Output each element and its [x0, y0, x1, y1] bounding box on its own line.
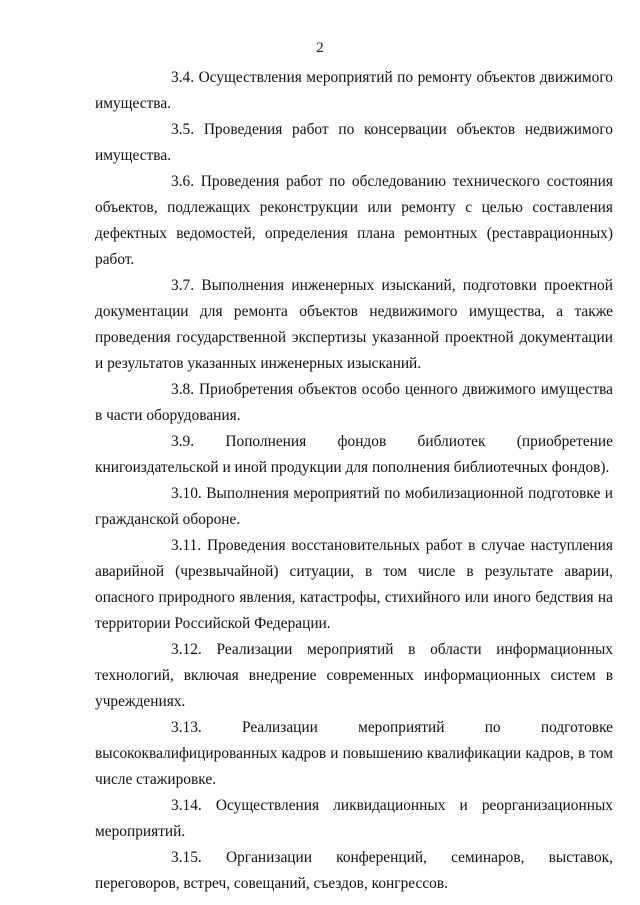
paragraph-text: Осуществления мероприятий по ремонту объектов движимого имущества. [95, 69, 613, 112]
paragraph-3-4 [95, 65, 613, 117]
paragraph-text: Приобретения объектов особо ценного движимого имущества в части оборудования. [95, 381, 613, 424]
paragraph-number: 3.8. [171, 381, 195, 398]
paragraph-text: Осуществления ликвидационных и реорганизационных мероприятий. [95, 797, 613, 840]
paragraph-number: 3.4. [171, 69, 195, 86]
paragraph-3-6 [95, 169, 613, 273]
paragraph-number: 3.7. [171, 277, 195, 294]
paragraph-text: Проведения работ по консервации объектов недвижимого имущества. [95, 121, 613, 164]
document-body [95, 65, 613, 897]
paragraph-3-12 [95, 637, 613, 715]
paragraph-text: Проведения восстановительных работ в случае наступления аварийной (чрезвычайной) ситуации, в том числе в результате аварии, опасного природного явления, катастрофы, стихийного или иного бедствия на территории Российской Федерации. [95, 537, 613, 632]
paragraph-text: Реализации мероприятий по подготовке высококвалифицированных кадров и повышению квалификации кадров, в том числе стажировке. [95, 719, 613, 788]
paragraph-number: 3.13. [171, 719, 202, 736]
paragraph-text: Реализации мероприятий в области информационных технологий, включая внедрение современных информационных систем в учреждениях. [95, 641, 613, 710]
paragraph-number: 3.6. [171, 173, 195, 190]
paragraph-3-8 [95, 377, 613, 429]
paragraph-3-9 [95, 429, 613, 481]
paragraph-text: Пополнения фондов библиотек (приобретение книгоиздательской и иной продукции для пополнения библиотечных фондов). [95, 433, 613, 476]
paragraph-text: Проведения работ по обследованию технического состояния объектов, подлежащих реконструкции или ремонту с целью составления дефектных ведомостей, определения плана ремонтных (реставрационных) работ. [95, 173, 613, 268]
paragraph-3-7 [95, 273, 613, 377]
paragraph-text: Выполнения инженерных изысканий, подготовки проектной документации для ремонта объектов недвижимого имущества, а также проведения государственной экспертизы указанной проектной документации и результатов указанных инженерных изысканий. [95, 277, 613, 372]
paragraph-number: 3.11. [171, 537, 202, 554]
paragraph-3-13 [95, 715, 613, 793]
paragraph-number: 3.14. [171, 797, 202, 814]
paragraph-number: 3.10. [171, 485, 202, 502]
paragraph-text: Выполнения мероприятий по мобилизационной подготовке и гражданской обороне. [95, 485, 613, 528]
page-number: 2 [316, 40, 324, 56]
paragraph-number: 3.9. [171, 433, 195, 450]
paragraph-number: 3.12. [171, 641, 202, 658]
paragraph-3-5 [95, 117, 613, 169]
paragraph-3-14 [95, 793, 613, 845]
paragraph-3-15 [95, 845, 613, 897]
paragraph-3-11 [95, 533, 613, 637]
paragraph-3-10 [95, 481, 613, 533]
paragraph-number: 3.5. [171, 121, 195, 138]
paragraph-number: 3.15. [171, 849, 202, 866]
paragraph-text: Организации конференций, семинаров, выставок, переговоров, встреч, совещаний, съездов, конгрессов. [95, 849, 613, 892]
